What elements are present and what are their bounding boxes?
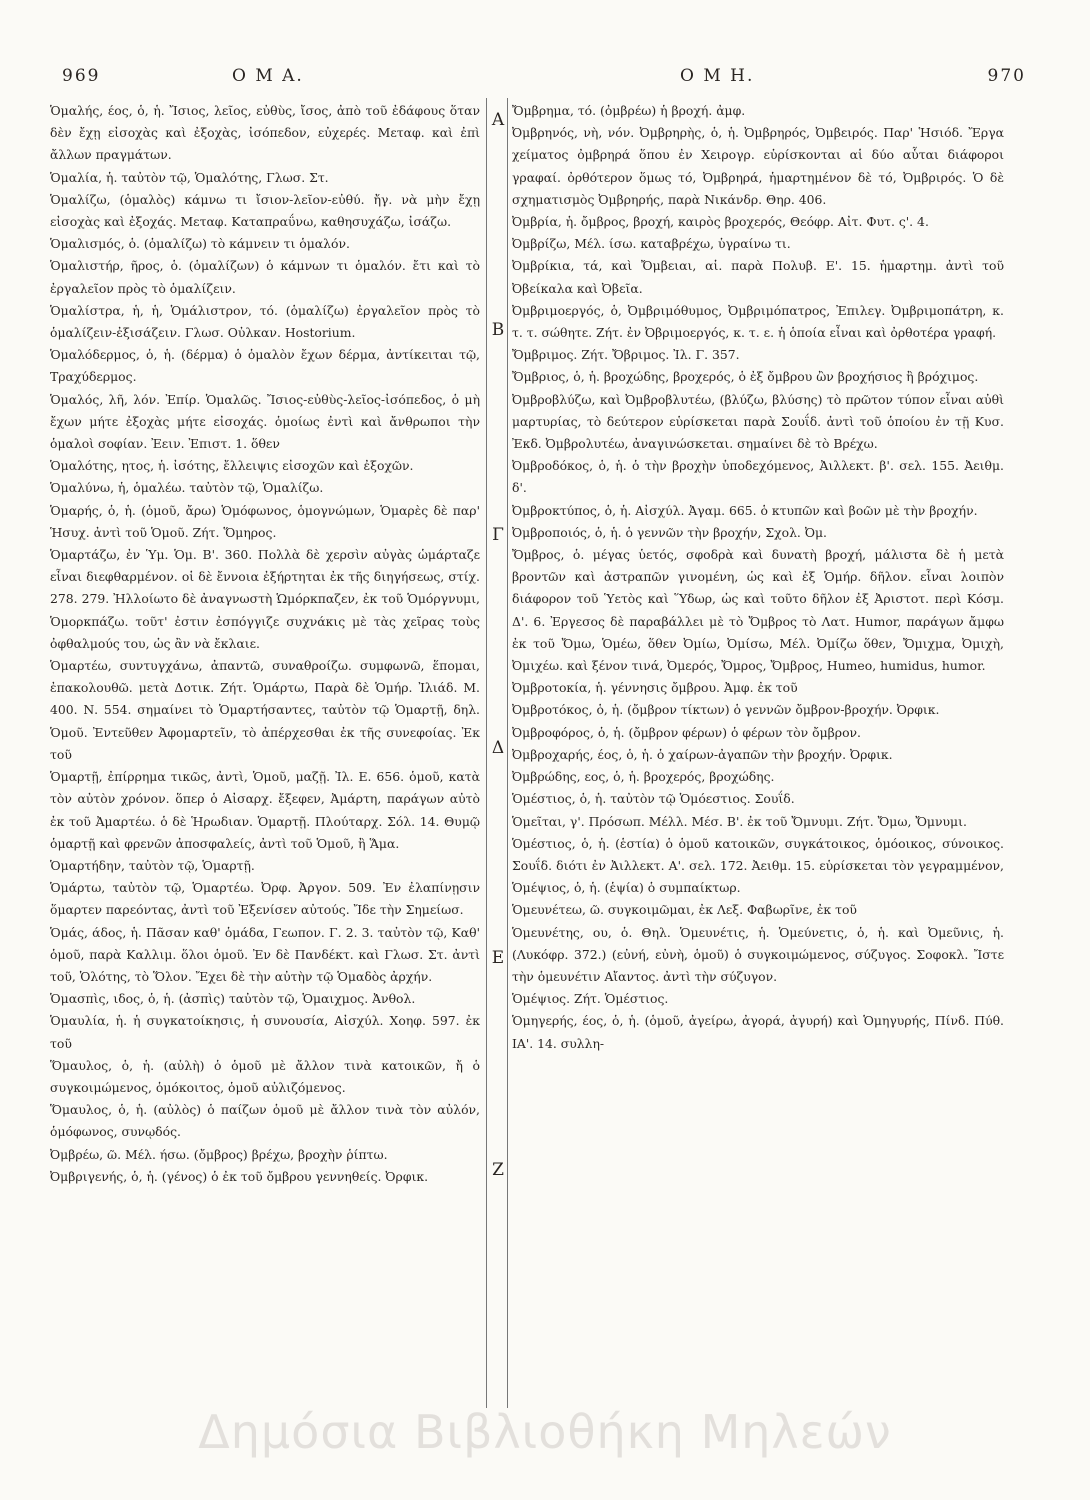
dictionary-entry: Ὁμέψιος. Ζήτ. Ὁμέστιος. bbox=[512, 991, 669, 1007]
left-page-number: 969 bbox=[62, 66, 101, 86]
dictionary-entry: Ὀμβροτοκία, ἡ. γέννησις ὄμβρου. Ἀμφ. ἐκ τοῦ bbox=[512, 680, 798, 696]
dictionary-entry: Ὀμβρίζω, Μέλ. ίσω. καταβρέχω, ὑγραίνω τι. bbox=[512, 236, 791, 252]
dictionary-entry: Ὀμβροτόκος, ὁ, ἡ. (ὄμβρον τίκτων) ὁ γεννῶν ὄμβρον-βροχήν. Ὀρφικ. bbox=[512, 702, 940, 718]
dictionary-entry: Ὁμαλός, λῆ, λόν. Ἐπίρ. Ὁμαλῶς. Ἴσιος-εὐθὺς-λεῖος-ἰσόπεδος, ὁ μὴ ἔχων μήτε ἐξοχὰς μήτε εἰσοχάς. ὁμοίως ἐντὶ καὶ ἄνθρωποι τὴν ὁμαλοὶ σοφίαν. Ἐειν. Ἐπιστ. 1. ὅθεν bbox=[50, 391, 480, 452]
dictionary-entry: Ὁμαλότης, ητος, ἡ. ἰσότης, ἔλλειψις εἰσοχῶν καὶ ἐξοχῶν. bbox=[50, 458, 414, 474]
dictionary-entry: Ὀμβρία, ἡ. ὄμβρος, βροχή, καιρὸς βροχερός, Θεόφρ. Αἰτ. Φυτ. ς'. 4. bbox=[512, 214, 929, 230]
dictionary-entry: Ὁμαλιστήρ, ῆρος, ὁ. (ὁμαλίζων) ὁ κάμνων τι ὁμαλόν. ἔτι καὶ τὸ ἐργαλεῖον πρὸς τὸ ὁμαλίζειν. bbox=[50, 258, 480, 296]
dictionary-entry: Ὁμαλίζω, (ὁμαλὸς) κάμνω τι ἴσιον-λεῖον-εὐθύ. ἤγ. νὰ μὴν ἔχῃ εἰσοχὰς καὶ ἐξοχάς. Μεταφ. Καταπραΰνω, καθησυχάζω, ἰσάζω. bbox=[50, 191, 480, 230]
dictionary-entry: Ὀμβρέω, ῶ. Μέλ. ήσω. (ὄμβρος) βρέχω, βροχὴν ῥίπτω. bbox=[50, 1146, 388, 1162]
dictionary-entry: Ὁμεῖται, γ'. Πρόσωπ. Μέλλ. Μέσ. Β'. ἐκ τοῦ Ὄμνυμι. Ζήτ. Ὄμω, Ὄμνυμι. bbox=[512, 813, 967, 829]
dictionary-entry: Ὁμευνέτης, ου, ὁ. Θηλ. Ὁμευνέτις, ἡ. Ὁμεύνετις, ὁ, ἡ. καὶ Ὀμεῦνις, ἡ. (Λυκόφρ. 372.) (εὐνή, εὐνὴ, ὁμοῦ) ὁ συγκοιμώμενος, σύζυγος. Σοφοκλ. Ἴστε τὴν ὁμευνέτιν Αἴαντος. ἀντὶ τὴν σύζυγον. bbox=[512, 924, 1004, 984]
margin-letter: Α bbox=[491, 110, 505, 130]
dictionary-entry: Ὁμάς, άδος, ἡ. Πᾶσαν καθ' ὁμάδα, Γεωπον. Γ. 2. 3. ταὐτὸν τῷ, Καθ' ὁμοῦ, παρὰ Καλλιμ. ὅλοι ὁμοῦ. Ἐν δὲ Πανδέκτ. καὶ Γλωσ. Στ. ἀντὶ τοῦ, Ὁλότης, τὸ Ὅλον. Ἔχει δὲ τὴν αὐτὴν τῷ Ὁμαδὸς ἀρχήν. bbox=[50, 924, 480, 984]
dictionary-entry: Ὄμβριος, ὁ, ἡ. βροχώδης, βροχερός, ὁ ἐξ ὄμβρου ὢν βροχήσιος ἢ βρόχιμος. bbox=[512, 369, 979, 385]
dictionary-entry: Ὄμβριμος. Ζήτ. Ὄβριμος. Ἰλ. Γ. 357. bbox=[512, 347, 740, 363]
dictionary-entry: Ὀμβρίκια, τά, καὶ Ὄμβειαι, αἱ. παρὰ Πολυβ. Ε'. 15. ἡμαρτημ. ἀντὶ τοῦ Ὀβείκαλα καὶ Ὀβεῖα. bbox=[512, 258, 1004, 296]
dictionary-entry: Ὁμαλής, έος, ὁ, ἡ. Ἴσιος, λεῖος, εὐθὺς, ἴσος, ἀπὸ τοῦ ἐδάφους ὅταν δὲν ἔχῃ εἰσοχὰς καὶ ἐξοχὰς, ἰσόπεδον, εὐχερές. Μεταφ. καὶ ἐπὶ ἄλλων πραγμάτων. bbox=[50, 103, 480, 163]
dictionary-entry: Ὁμασπὶς, ιδος, ὁ, ἡ. (ἀσπὶς) ταὐτὸν τῷ, Ὁμαιχμος. Ἀνθολ. bbox=[50, 991, 416, 1007]
dictionary-entry: Ὅμαυλος, ὁ, ἡ. (αὐλὸς) ὁ παίζων ὁμοῦ μὲ ἄλλον τινὰ τὸν αὐλόν, ὁμόφωνος, συνῳδός. bbox=[50, 1102, 480, 1140]
margin-letter: Ε bbox=[491, 948, 505, 968]
dictionary-entry: Ὁμαλία, ἡ. ταὐτὸν τῷ, Ὁμαλότης, Γλωσ. Στ. bbox=[50, 169, 329, 185]
dictionary-entry: Ὁμαρτήδην, ταὐτὸν τῷ, Ὁμαρτῇ. bbox=[50, 857, 255, 873]
dictionary-entry: Ὀμβροκτύπος, ὁ, ἡ. Αἰσχύλ. Ἀγαμ. 665. ὁ κτυπῶν καὶ βοῶν μὲ τὴν βροχήν. bbox=[512, 502, 978, 518]
dictionary-entry: Ὀμβροφόρος, ὁ, ἡ. (ὄμβρον φέρων) ὁ φέρων τὸν ὄμβρον. bbox=[512, 724, 861, 740]
dictionary-entry: Ὁμέστιος, ὁ, ἡ. ταὐτὸν τῷ Ὁμόεστιος. Σουΐδ. bbox=[512, 791, 795, 807]
dictionary-entry: Ὀμβριμοεργός, ὁ, Ὀμβριμόθυμος, Ὀμβριμόπατρος, Ἐπιλεγ. Ὀμβριμοπάτρη, κ. τ. τ. σώθητε. Ζήτ. ἐν Ὀβριμοεργός, κ. τ. ε. ἡ ὁποία εἶναι καὶ ὀρθοτέρα γραφή. bbox=[512, 302, 1004, 341]
dictionary-entry: Ὁμάρτω, ταὐτὸν τῷ, Ὁμαρτέω. Ὀρφ. Ἀργον. 509. Ἐν ἐλαπίνῃσιν ὅμαρτεν παρεόντας, ἀντὶ τοῦ Ἐξενίσεν αὐτούς. Ἴδε τὴν Σημείωσ. bbox=[50, 880, 480, 918]
right-page-number: 970 bbox=[987, 66, 1026, 86]
right-running-head: Ο Μ Η. bbox=[680, 66, 755, 86]
column-rule-left bbox=[486, 98, 487, 1408]
dictionary-entry: Ὁμαλύνω, ἡ, ὁμαλέω. ταὐτὸν τῷ, Ὁμαλίζω. bbox=[50, 480, 324, 496]
dictionary-entry: Ὁμηγερής, έος, ὁ, ἡ. (ὁμοῦ, ἀγείρω, ἀγορά, ἀγυρή) καὶ Ὁμηγυρής, Πίνδ. Πύθ. ΙΑ'. 14. συλλη- bbox=[512, 1013, 1004, 1051]
dictionary-entry: Ὀμβροχαρής, έος, ὁ, ἡ. ὁ χαίρων-ἀγαπῶν τὴν βροχήν. Ὀρφικ. bbox=[512, 746, 893, 762]
margin-letter: Β bbox=[491, 320, 505, 340]
dictionary-entry: Ὄμβρος, ὁ. μέγας ὑετός, σφοδρὰ καὶ δυνατὴ βροχή, μάλιστα δὲ ἡ μετὰ βροντῶν καὶ ἀστραπῶν γινομένη, ὡς καὶ ἐξ Ὁμήρ. δῆλον. εἶναι λοιπὸν διάφορον τοῦ Ὑετὸς καὶ Ὕδωρ, ὡς καὶ τοῦτο δῆλον ἐξ Ἀριστοτ. περὶ Κόσμ. Δ'. 6. Ἐργεσος δὲ παραβάλλει μὲ τὸ Ὄμβρος τὸ Λατ. Humor, παράγων ἄμφω ἐκ τοῦ Ὄμω, Ὁμέω, ὅθεν Ὀμίω, Ὀμίσω, Μέλ. Ὀμίζω ὅθεν, Ὄμιχμα, Ὀμιχὴ, Ὀμιχέω. καὶ ξένον τινά, Ὀμερός, Ὄμρος, Ὄμβρος, Humeo, humidus, humor. bbox=[512, 547, 1004, 674]
library-watermark: Δημόσια Βιβλιοθήκη Μηλεών bbox=[198, 1405, 892, 1459]
dictionary-entry: Ὀμβροβλύζω, καὶ Ὀμβροβλυτέω, (βλύζω, βλύσης) τὸ πρῶτον τύπον εἶναι αὐθὶ μαρτυρίας, τὸ δεύτερον εὑρίσκεται παρὰ Σουΐδ. ἀντὶ τοῦ ὁποίου ἐν τῇ Κυσ. Ἐκδ. Ὀμβρολυτέω, ἀναγινώσκεται. σημαίνει δὲ τὸ Βρέχω. bbox=[512, 391, 1004, 452]
dictionary-entry: Ὁμαυλία, ἡ. ἡ συγκατοίκησις, ἡ συνουσία, Αἰσχύλ. Χοηφ. 597. ἐκ τοῦ bbox=[50, 1013, 480, 1051]
margin-letter: Δ bbox=[491, 738, 505, 758]
dictionary-entry: Ὀμβρώδης, εος, ὁ, ἡ. βροχερός, βροχώδης. bbox=[512, 769, 775, 785]
dictionary-entry: Ὀμβρηνός, νὴ, νόν. Ὀμβρηρὴς, ὁ, ἡ. Ὀμβρηρός, Ὀμβειρός. Παρ' Ἡσιόδ. Ἔργα χείματος ὀμβρηρά ὅπου ἐν Χειρογρ. εὑρίσκονται αἱ δύο αὗται διάφοροι γραφαί. ὀρθότερον ὅμως τό, Ὀμβρηρά, ἡμαρτημένον δὲ τό, Ὀμβριρός. Ὁ δὲ σχηματισμὸς Ὀμβρηρής, παρὰ Νικάνδρ. Θηρ. 406. bbox=[512, 125, 1004, 207]
dictionary-entry: Ὁμαλίστρα, ἡ, ἡ, Ὁμάλιστρον, τό. (ὁμαλίζω) ἐργαλεῖον πρὸς τὸ ὁμαλίζειν-ἐξισάζειν. Γλωσ. Οὐλκαν. Hostorium. bbox=[50, 302, 480, 341]
page-header bbox=[60, 66, 1030, 96]
dictionary-entry: Ὀμβροποιός, ὁ, ἡ. ὁ γεννῶν τὴν βροχήν, Σχολ. Ὀμ. bbox=[512, 524, 827, 540]
dictionary-entry: Ὁμαρτάζω, ἐν Ὑμ. Ὁμ. Β'. 360. Πολλὰ δὲ χερσὶν αὐγὰς ὡμάρταζε εἶναι διεφθαρμένον. οἱ δὲ ἔννοια ἐξήρτηται ἐκ τῆς διηγήσεως, στίχ. 278. 279. Ἠλλοίωτο δὲ ἀναγνωστὴ Ὡμόρκπαζεν, ἐκ τοῦ Ὁμόργνυμι, Ὁμορκπάζω. τοῦτ' ἐστιν ἐσπόγγιζε συχνάκις μὲ τὰς χεῖρας τοὺς ὀφθαλμούς του, ὡς ἂν νὰ ἔκλαιε. bbox=[50, 547, 480, 651]
margin-letter: Γ bbox=[492, 525, 504, 545]
dictionary-entry: Ὄμβρημα, τό. (ὀμβρέω) ἡ βροχή. ἀμφ. bbox=[512, 103, 746, 118]
dictionary-entry: Ὀμβροδόκος, ὁ, ἡ. ὁ τὴν βροχὴν ὑποδεχόμενος, Ἀιλλεκτ. β'. σελ. 155. Ἀειθμ. δ'. bbox=[512, 458, 1004, 496]
dictionary-entry: Ὁμέστιος, ὁ, ἡ. (ἑστία) ὁ ὁμοῦ κατοικῶν, συγκάτοικος, ὁμόοικος, σύνοικος. Σουΐδ. διότι ἐν Ἀιλλεκτ. Α'. σελ. 172. Ἀειθμ. 15. εὑρίσκεται τὸν γεγραμμένον, Ὁμέψιος, ὁ, ἡ. (ἑψία) ὁ συμπαίκτωρ. bbox=[512, 835, 1004, 896]
margin-letter: Ζ bbox=[492, 1160, 504, 1180]
dictionary-entry: Ὁμαλισμός, ὁ. (ὁμαλίζω) τὸ κάμνειν τι ὁμαλόν. bbox=[50, 236, 350, 252]
dictionary-entry: Ὁμαρής, ὁ, ἡ. (ὁμοῦ, ἄρω) Ὁμόφωνος, ὁμογνώμων, Ὁμαρὲς δὲ παρ' Ἡσυχ. ἀντὶ τοῦ Ὁμοῦ. Ζήτ. Ὅμηρος. bbox=[50, 502, 480, 540]
dictionary-entry: Ὁμαρτῇ, ἐπίρρημα τικῶς, ἀντὶ, Ὁμοῦ, μαζῇ. Ἰλ. Ε. 656. ὁμοῦ, κατὰ τὸν αὐτὸν χρόνον. ὅπερ ὁ Αἰσαρχ. ἔξεφεν, Ἀμάρτη, παράγων αὐτὸ ἐκ τοῦ Ἀμαρτέω. ὁ δὲ Ἡρωδιαν. Ὁμαρτῇ. Πλούταρχ. Σόλ. 14. Θυμῷ ὁμαρτῇ καὶ φρενῶν ἀποσφαλείς, ἀντὶ τοῦ Ὁμοῦ, ἢ Ἅμα. bbox=[50, 769, 480, 851]
right-column bbox=[512, 100, 1004, 1055]
dictionary-entry: Ὀμβριγενής, ὁ, ἡ. (γένος) ὁ ἐκ τοῦ ὄμβρου γεννηθείς. Ὀρφικ. bbox=[50, 1168, 429, 1184]
left-running-head: Ο Μ Α. bbox=[232, 66, 304, 86]
left-column bbox=[50, 100, 480, 1188]
dictionary-entry: Ὁμευνέτεω, ῶ. συγκοιμῶμαι, ἐκ Λεξ. Φαβωρῖνε, ἐκ τοῦ bbox=[512, 902, 857, 918]
dictionary-entry: Ὅμαυλος, ὁ, ἡ. (αὐλὴ) ὁ ὁμοῦ μὲ ἄλλον τινὰ κατοικῶν, ἤ ὁ συγκοιμώμενος, ὁμόκοιτος, ὁμοῦ αὐλιζόμενος. bbox=[50, 1057, 480, 1095]
dictionary-entry: Ὁμαρτέω, συντυγχάνω, ἀπαντῶ, συναθροίζω. συμφωνῶ, ἕπομαι, ἐπακολουθῶ. μετὰ Δοτικ. Ζήτ. Ὁμάρτω, Παρὰ δὲ Ὁμήρ. Ἰλιάδ. Μ. 400. Ν. 554. σημαίνει τὸ Ὁμαρτήσαντες, ταὐτὸν τῷ Ὁμαρτῇ, δηλ. Ὁμοῦ. Ἐντεῦθεν Ἀφομαρτεῖν, τὸ ἀπέρχεσθαι ἐκ τῆς συνεφοίας. Ἐκ τοῦ bbox=[50, 658, 480, 762]
dictionary-entry: Ὁμαλόδερμος, ὁ, ἡ. (δέρμα) ὁ ὁμαλὸν ἔχων δέρμα, ἀντίκειται τῷ, Τραχύδερμος. bbox=[50, 347, 480, 385]
column-rule-right bbox=[507, 98, 508, 1408]
